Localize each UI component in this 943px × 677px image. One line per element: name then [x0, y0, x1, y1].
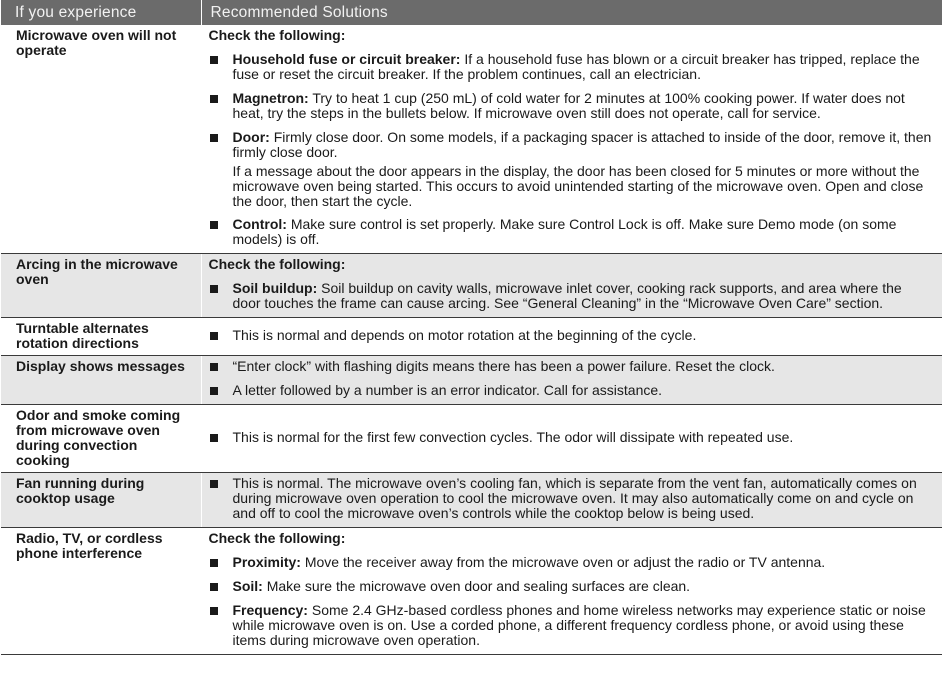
- list-item: [209, 555, 933, 570]
- bullet-square-icon: [209, 476, 233, 521]
- solution-cell: [201, 356, 942, 405]
- header-col-problem: If you experience: [1, 0, 201, 25]
- bullet-text: Make sure control is set properly. Make sure Control Lock is off. Make sure Demo mode (on some models) is off.: [232, 216, 897, 247]
- table-row: [1, 528, 942, 655]
- list-item: [209, 579, 933, 594]
- bullet-lead: Soil:: [232, 578, 263, 594]
- table-row: [1, 318, 942, 356]
- list-item: [209, 359, 933, 374]
- table-row: [1, 356, 942, 405]
- bullet-lead: Control:: [232, 216, 287, 232]
- bullet-text: “Enter clock” with flashing digits means there has been a power failure. Reset the clock.: [232, 358, 775, 374]
- problem-cell: Display shows messages: [1, 356, 201, 405]
- list-item: [209, 328, 933, 343]
- bullet-square-icon: [209, 217, 233, 247]
- bullet-lead: Proximity:: [232, 554, 301, 570]
- bullet-text: Some 2.4 GHz-based cordless phones and home wireless networks may experience static or noise while microwave oven is on. Use a corded phone, a different frequency cordless phone, or avoid using these items during microwave oven operation.: [232, 602, 926, 648]
- problem-cell: Odor and smoke coming from microwave oven during convection cooking: [1, 405, 201, 473]
- bullet-text: Move the receiver away from the microwave oven or adjust the radio or TV antenna.: [300, 554, 826, 570]
- bullet-text: This is normal. The microwave oven’s cooling fan, which is separate from the vent fan, automatically comes on during microwave oven operation to cool the microwave oven. It may also automatically come on and cycle on and off to cool the microwave oven’s controls while the cooktop below is being used.: [232, 475, 917, 521]
- bullet-square-icon: [209, 328, 233, 343]
- list-item: [209, 217, 933, 247]
- bullet-square-icon: [209, 430, 233, 445]
- bullet-text: If a household fuse has blown or a circuit breaker has tripped, replace the fuse or reset the circuit breaker. If the problem continues, call an electrician.: [232, 51, 920, 82]
- bullet-square-icon: [209, 52, 233, 82]
- solution-cell: [201, 318, 942, 356]
- bullet-text: Soil buildup on cavity walls, microwave inlet cover, cooking rack supports, and area where the door touches the frame can cause arcing. See “General Cleaning” in the “Microwave Oven Care” section.: [232, 280, 902, 311]
- problem-cell: Radio, TV, or cordless phone interference: [1, 528, 201, 655]
- bullet-text: Make sure the microwave oven door and sealing surfaces are clean.: [262, 578, 691, 594]
- table-row: [1, 254, 942, 318]
- bullet-lead: Household fuse or circuit breaker:: [232, 51, 461, 67]
- bullet-text: Try to heat 1 cup (250 mL) of cold water for 2 minutes at 100% cooking power. If water does not heat, try the steps in the bullets below. If microwave oven still does not operate, call for service.: [232, 90, 905, 121]
- bullet-text: A letter followed by a number is an error indicator. Call for assistance.: [232, 382, 663, 398]
- list-item: [209, 603, 933, 648]
- solution-cell: [201, 528, 942, 655]
- bullet-square-icon: [209, 555, 233, 570]
- bullet-text: Firmly close door. On some models, if a packaging spacer is attached to inside of the door, remove it, then firmly close door.: [232, 129, 932, 160]
- table-row: [1, 25, 942, 254]
- solution-cell: [201, 254, 942, 318]
- list-item: [209, 383, 933, 398]
- list-item: [209, 91, 933, 121]
- check-heading: Check the following:: [208, 530, 346, 546]
- door-message-paragraph: If a message about the door appears in the display, the door has been closed for 5 minutes or more without the microwave oven being started. This occurs to avoid unintended starting of the microwave oven. Open and close the door, then start the cycle.: [232, 163, 924, 209]
- problem-cell: Turntable alternates rotation directions: [1, 318, 201, 356]
- list-item: [209, 281, 933, 311]
- table-header: [1, 0, 942, 25]
- bullet-square-icon: [209, 359, 233, 374]
- bullet-square-icon: [209, 281, 233, 311]
- solution-cell: [201, 473, 942, 528]
- check-heading: Check the following:: [208, 27, 346, 43]
- bullet-text: This is normal for the first few convection cycles. The odor will dissipate with repeated use.: [232, 428, 794, 445]
- bullet-square-icon: [209, 603, 233, 648]
- check-heading: Check the following:: [208, 256, 346, 272]
- header-col-solutions: Recommended Solutions: [201, 0, 942, 25]
- bullet-lead: Frequency:: [232, 602, 308, 618]
- bullet-lead: Soil buildup:: [232, 280, 318, 296]
- problem-cell: Arcing in the microwave oven: [1, 254, 201, 318]
- list-item: [209, 130, 933, 160]
- bullet-square-icon: [209, 91, 233, 121]
- bullet-square-icon: [209, 383, 233, 398]
- table-row: [1, 405, 942, 473]
- bullet-square-icon: [209, 130, 233, 160]
- list-item: [209, 52, 933, 82]
- table-row: [1, 473, 942, 528]
- bullet-text: This is normal and depends on motor rotation at the beginning of the cycle.: [232, 326, 697, 343]
- list-item: [209, 430, 933, 445]
- problem-cell: Fan running during cooktop usage: [1, 473, 201, 528]
- solution-cell: [201, 25, 942, 254]
- bullet-square-icon: [209, 579, 233, 594]
- bullet-lead: Door:: [232, 129, 270, 145]
- solution-cell: [201, 405, 942, 473]
- bullet-lead: Magnetron:: [232, 90, 309, 106]
- problem-cell: Microwave oven will not operate: [1, 25, 201, 254]
- list-item: [209, 476, 933, 521]
- troubleshooting-table: [1, 0, 942, 655]
